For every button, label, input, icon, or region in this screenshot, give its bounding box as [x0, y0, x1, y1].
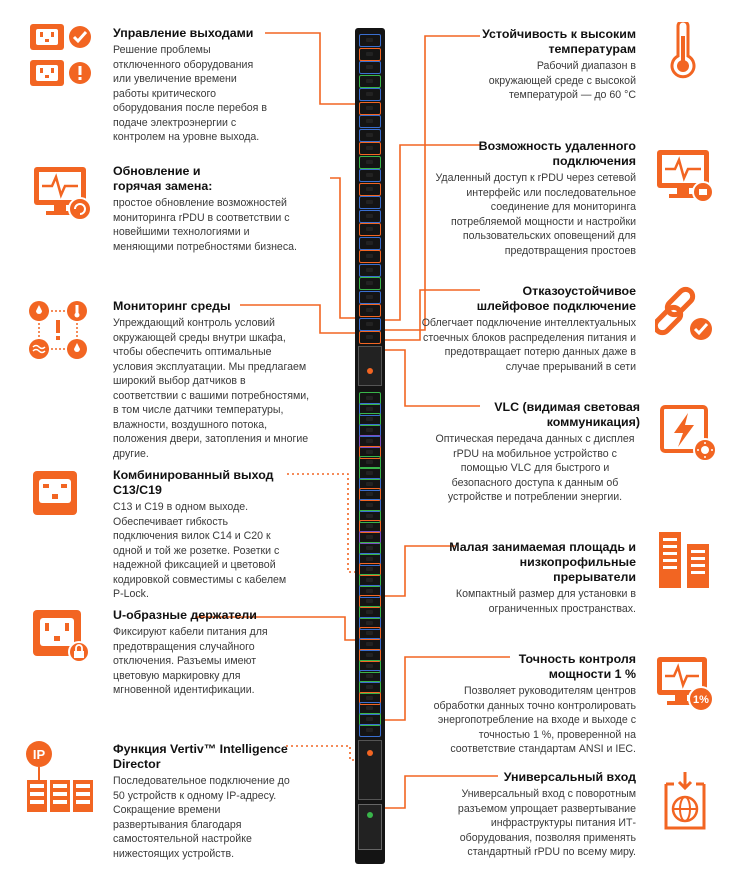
outlet-socket: [366, 514, 373, 518]
percent-monitor-icon: [655, 655, 715, 718]
outlet: [359, 277, 381, 290]
outlet: [359, 142, 381, 155]
breaker-module: [358, 346, 382, 386]
outlet: [359, 169, 381, 182]
feature-desc: Оптическая передача данных с дисплея rPDU на мобильное устройство с помощью VLC для быстрого и безопасного доступа к данным об устройстве и потреблении энергии.: [435, 433, 635, 503]
feature-title: Мониторинг среды: [113, 299, 231, 313]
rpdu-strip: [355, 28, 385, 864]
outlet-socket: [366, 471, 373, 475]
feature-title: Устойчивость к высоким температурам: [482, 27, 636, 56]
outlet: [359, 48, 381, 61]
status-led: [367, 812, 373, 818]
outlet: [359, 61, 381, 74]
feature-remote: [420, 139, 636, 258]
outlet: [359, 237, 381, 250]
outlet-socket: [366, 119, 373, 123]
outlet-socket: [366, 567, 373, 571]
outlet-socket: [366, 460, 373, 464]
outlet-socket: [366, 674, 373, 678]
network-module: [358, 804, 382, 850]
feature-desc: Позволяет руководителям центров обработки данных точно контролировать энергопотребление на входе и выходе с точностью 1 %, проверенной на соответствие стандартам ANSI и IEC.: [433, 685, 636, 755]
outlet: [359, 250, 381, 263]
outlet-socket: [366, 214, 373, 218]
outlet-socket: [366, 728, 373, 732]
outlet-socket: [366, 696, 373, 700]
outlet-socket: [366, 52, 373, 56]
outlet-socket: [366, 417, 373, 421]
globe-input-icon: [660, 770, 710, 837]
outlet-check-warning-icon: [28, 22, 98, 97]
outlet-socket: [366, 599, 373, 603]
feature-outlet-control: [113, 26, 273, 145]
outlet: [359, 88, 381, 101]
outlet: [359, 129, 381, 142]
feature-desc: Решение проблемы отключенного оборудования или увеличение времени работы критического оборудования после перебоя в подаче электроэнергии с контролем на уровне выхода.: [113, 44, 267, 143]
outlet-socket: [366, 146, 373, 150]
outlet: [359, 291, 381, 304]
combo-outlet-icon: [32, 470, 78, 521]
outlet: [359, 75, 381, 88]
feature-high-temp: [440, 27, 636, 103]
slim-server-icon: [657, 530, 713, 595]
thermometer-icon: [668, 22, 698, 85]
feature-hot-swap: [113, 164, 328, 254]
outlet-socket: [366, 79, 373, 83]
outlet-socket: [366, 535, 373, 539]
outlet: [359, 318, 381, 331]
outlet-socket: [366, 664, 373, 668]
outlet-socket: [366, 717, 373, 721]
chain-check-icon: [655, 285, 715, 348]
outlet-socket: [366, 160, 373, 164]
feature-desc: простое обновление возможностей мониторинга rPDU в соответствии с новейшими технологиями и меняющими потребностями бизнеса.: [113, 197, 297, 253]
outlet-socket: [366, 227, 373, 231]
outlet-socket: [366, 589, 373, 593]
outlet-socket: [366, 133, 373, 137]
outlet-socket: [366, 492, 373, 496]
sensor-network-icon: [28, 300, 88, 365]
feature-universal-input: [430, 770, 636, 860]
feature-title: Управление выходами: [113, 26, 254, 40]
outlet-socket: [366, 610, 373, 614]
outlet-socket: [366, 396, 373, 400]
outlet-socket: [366, 322, 373, 326]
outlet-socket: [366, 281, 373, 285]
feature-env-monitoring: [113, 299, 313, 461]
feature-title: U-образные держатели: [113, 608, 257, 622]
outlet-socket: [366, 546, 373, 550]
outlet: [359, 183, 381, 196]
lightning-screen-icon: [660, 405, 718, 468]
feature-title: Возможность удаленного подключения: [478, 139, 636, 168]
outlet-socket: [366, 92, 373, 96]
feature-accuracy: [422, 652, 636, 757]
outlet-socket: [366, 685, 373, 689]
feature-combo-outlet: [113, 468, 293, 602]
outlet-socket: [366, 295, 373, 299]
outlet: [359, 264, 381, 277]
outlet-socket: [366, 308, 373, 312]
outlet-socket: [366, 578, 373, 582]
feature-title: Обновление и горячая замена:: [113, 164, 213, 193]
feature-desc: Последовательное подключение до 50 устройств к одному IP-адресу. Сокращение времени развертывания благодаря самостоятельной настройке нижестоящих устройств.: [113, 775, 290, 860]
feature-desc: Упреждающий контроль условий окружающей среды внутри шкафа, чтобы обеспечить оптимальные условия эксплуатации. Мы предлагаем широкий выбор датчиков в соответствии с вашими потребностями, в том числе датчики температуры, влажности, воздушного потока, положения двери, затопления и многие другие.: [113, 317, 310, 460]
monitoring-module: [358, 740, 382, 800]
feature-desc: Рабочий диапазон в окружающей среде с высокой температурой — до 60 °С: [488, 60, 636, 101]
feature-title: Отказоустойчивое шлейфовое подключение: [476, 284, 636, 313]
feature-desc: Облегчает подключение интеллектуальных стоечных блоков распределения питания и предотвращает потерю данных даже в случае прерываний в сети: [421, 317, 636, 373]
outlet: [359, 115, 381, 128]
outlet-socket: [366, 439, 373, 443]
outlet-socket: [366, 557, 373, 561]
outlet-socket: [366, 631, 373, 635]
outlet-socket: [366, 268, 373, 272]
outlet: [359, 102, 381, 115]
outlet-socket: [366, 450, 373, 454]
feature-title: Малая занимаемая площадь и низкопрофильные прерыватели: [449, 540, 636, 584]
outlet: [359, 331, 381, 344]
outlet-socket: [366, 524, 373, 528]
outlet: [359, 196, 381, 209]
feature-intelligence-director: [113, 742, 298, 861]
feature-desc: Фиксируют кабели питания для предотвращения случайного отключения. Разъемы имеют цветовую маркировку для мгновенной идентификации.: [113, 626, 268, 696]
outlet-socket: [366, 200, 373, 204]
outlet-socket: [366, 65, 373, 69]
feature-small-footprint: [440, 540, 636, 616]
outlet-socket: [366, 503, 373, 507]
status-led: [367, 368, 373, 374]
outlet-socket: [366, 173, 373, 177]
feature-desc: C13 и C19 в одном выходе. Обеспечивает гибкость подключения вилок C14 и C20 к одной и той же розетке. Розетки с надежной фиксацией и цветовой кодировкой совместимы с кабелем P-Lock.: [113, 501, 287, 600]
outlet-lock-icon: [32, 609, 90, 668]
feature-title: Универсальный вход: [503, 770, 636, 784]
outlet-socket: [366, 653, 373, 657]
outlet-socket: [366, 428, 373, 432]
feature-failsafe: [420, 284, 636, 374]
ip-label: IP: [32, 747, 46, 762]
outlet-socket: [366, 106, 373, 110]
outlet-socket: [366, 642, 373, 646]
outlet: [359, 223, 381, 236]
feature-desc: Универсальный вход с поворотным разъемом упрощает развертывание инфраструктуры питания ИТ-оборудования, позволяя применять стандартный rPDU по всему миру.: [457, 788, 636, 858]
outlet-socket: [366, 241, 373, 245]
outlet-socket: [366, 187, 373, 191]
feature-desc: Компактный размер для установки в ограниченных пространствах.: [455, 588, 636, 615]
outlet: [359, 34, 381, 47]
outlet: [359, 156, 381, 169]
feature-title: Точность контроля мощности 1 %: [518, 652, 636, 681]
feature-u-holders: [113, 608, 278, 698]
outlet-socket: [366, 621, 373, 625]
remote-monitor-icon: [655, 148, 715, 209]
outlet: [359, 304, 381, 317]
outlet-socket: [366, 482, 373, 486]
percent-label: 1%: [693, 694, 709, 706]
outlet-socket: [366, 407, 373, 411]
feature-title: Функция Vertiv™ Intelligence Director: [113, 742, 288, 771]
ip-chain-icon: [25, 740, 95, 821]
feature-title: VLC (видимая световая коммуникация): [494, 400, 640, 429]
outlet-socket: [366, 706, 373, 710]
outlet: [359, 724, 381, 737]
outlet-socket: [366, 254, 373, 258]
outlet: [359, 210, 381, 223]
feature-desc: Удаленный доступ к rPDU через сетевой интерфейс или последовательное соединение для мониторинга потребляемой мощности и настройки пользовательских оповещений для предотвращения простоев: [435, 172, 636, 257]
feature-title: Комбинированный выход C13/C19: [113, 468, 274, 497]
outlet-socket: [366, 38, 373, 42]
feature-vlc: [430, 400, 640, 505]
monitor-refresh-icon: [32, 165, 94, 228]
status-led: [367, 750, 373, 756]
outlet-socket: [366, 335, 373, 339]
